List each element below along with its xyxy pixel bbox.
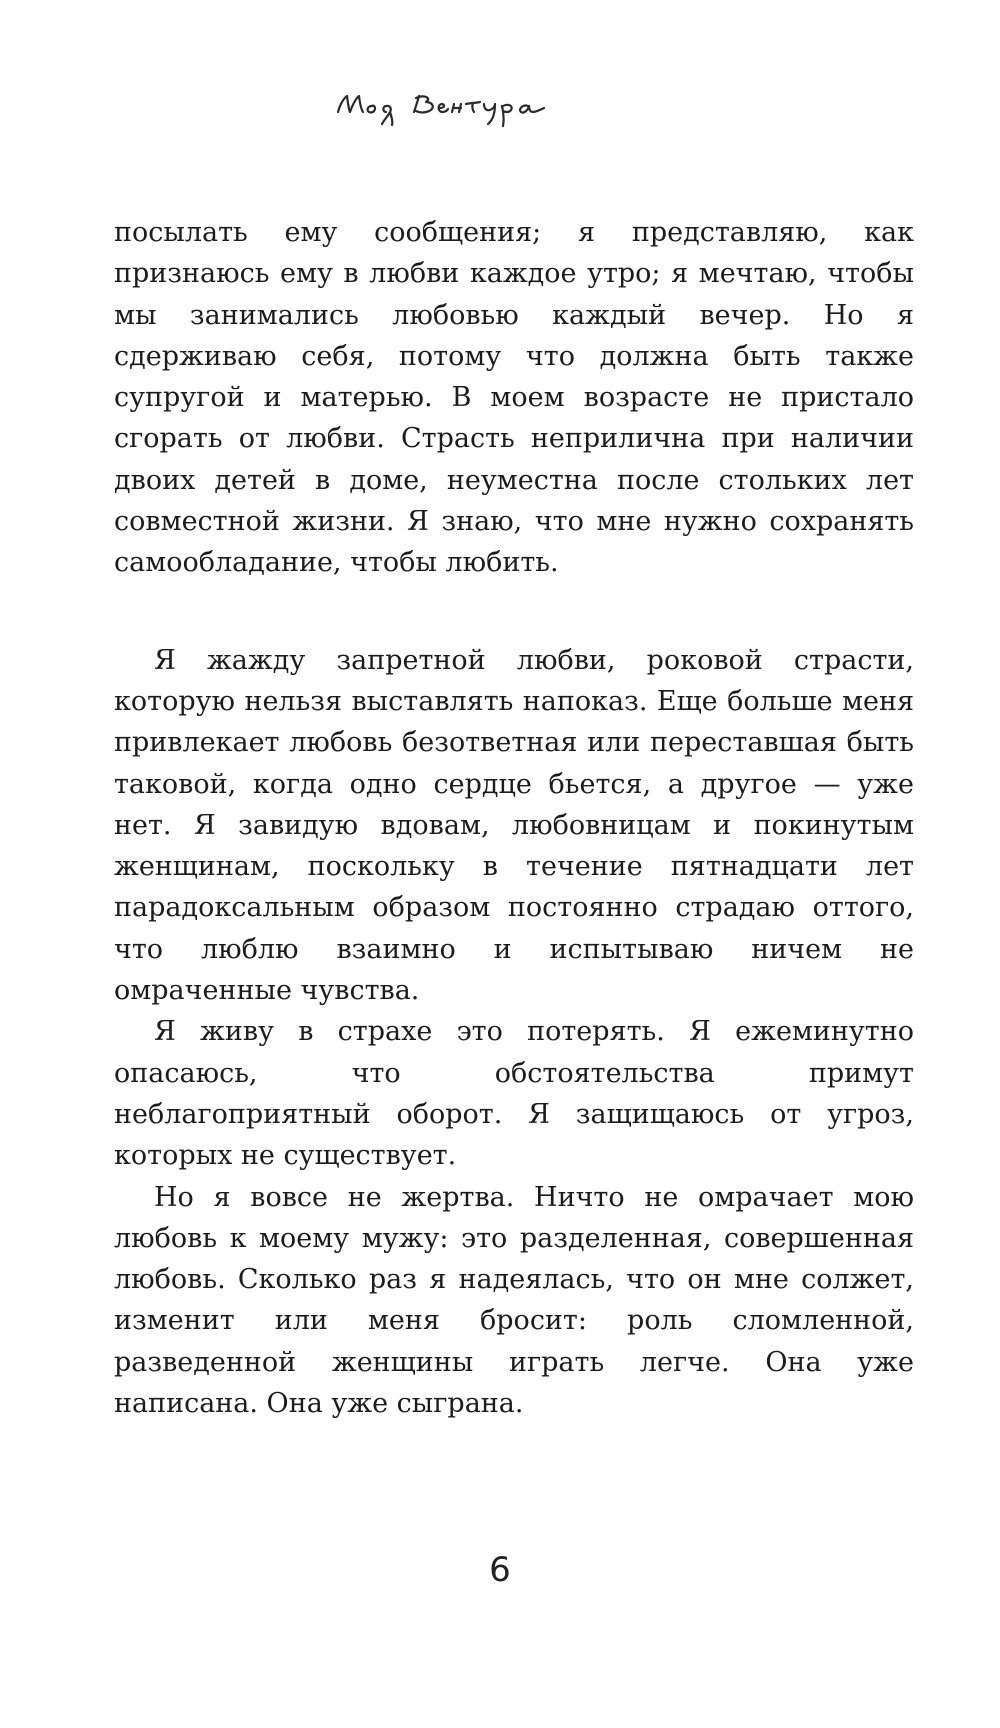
page-number: 6 — [489, 1550, 511, 1590]
paragraph-1: посылать ему сообщения; я представляю, как признаюсь ему в любви каждое утро; я мечтаю, чтобы мы занимались любовью каждый вечер. Но я сдерживаю себя, потому что должна быть также супругой и матерью. В моем возрасте не пристало сгорать от любви. Страсть неприлична при наличии двоих детей в доме, неуместна после стольких лет совместной жизни. Я знаю, что мне нужно сохранять самообладание, чтобы любить. — [114, 217, 914, 579]
paragraph-2: Я жажду запретной любви, роковой страсти, которую нельзя выставлять напоказ. Еще больше меня привлекает любовь безответная или переставшая быть таковой, когда одно сердце бьется, а другое — уже нет. Я завидую вдовам, любовницам и покинутым женщинам, поскольку в течение пятнадцати лет парадоксальным образом постоянно страдаю оттого, что люблю взаимно и испытываю ничем не омраченные чувства. — [114, 644, 914, 1007]
paragraph-3: Я живу в страхе это потерять. Я ежеминутно опасаюсь, что обстоятельства примут неблагоприятный оборот. Я защищаюсь от угроз, которых не существует. — [114, 1016, 914, 1172]
author-signature-logo — [330, 78, 670, 138]
body-text — [114, 212, 914, 1424]
running-head — [0, 78, 1000, 138]
paragraph-4: Но я вовсе не жертва. Ничто не омрачает мою любовь к моему мужу: это разделенная, совершенная любовь. Сколько раз я надеялась, что он мне солжет, изменит или меня бросит: роль сломленной, разведенной женщины играть легче. Она уже написана. Она уже сыграна. — [114, 1181, 914, 1420]
